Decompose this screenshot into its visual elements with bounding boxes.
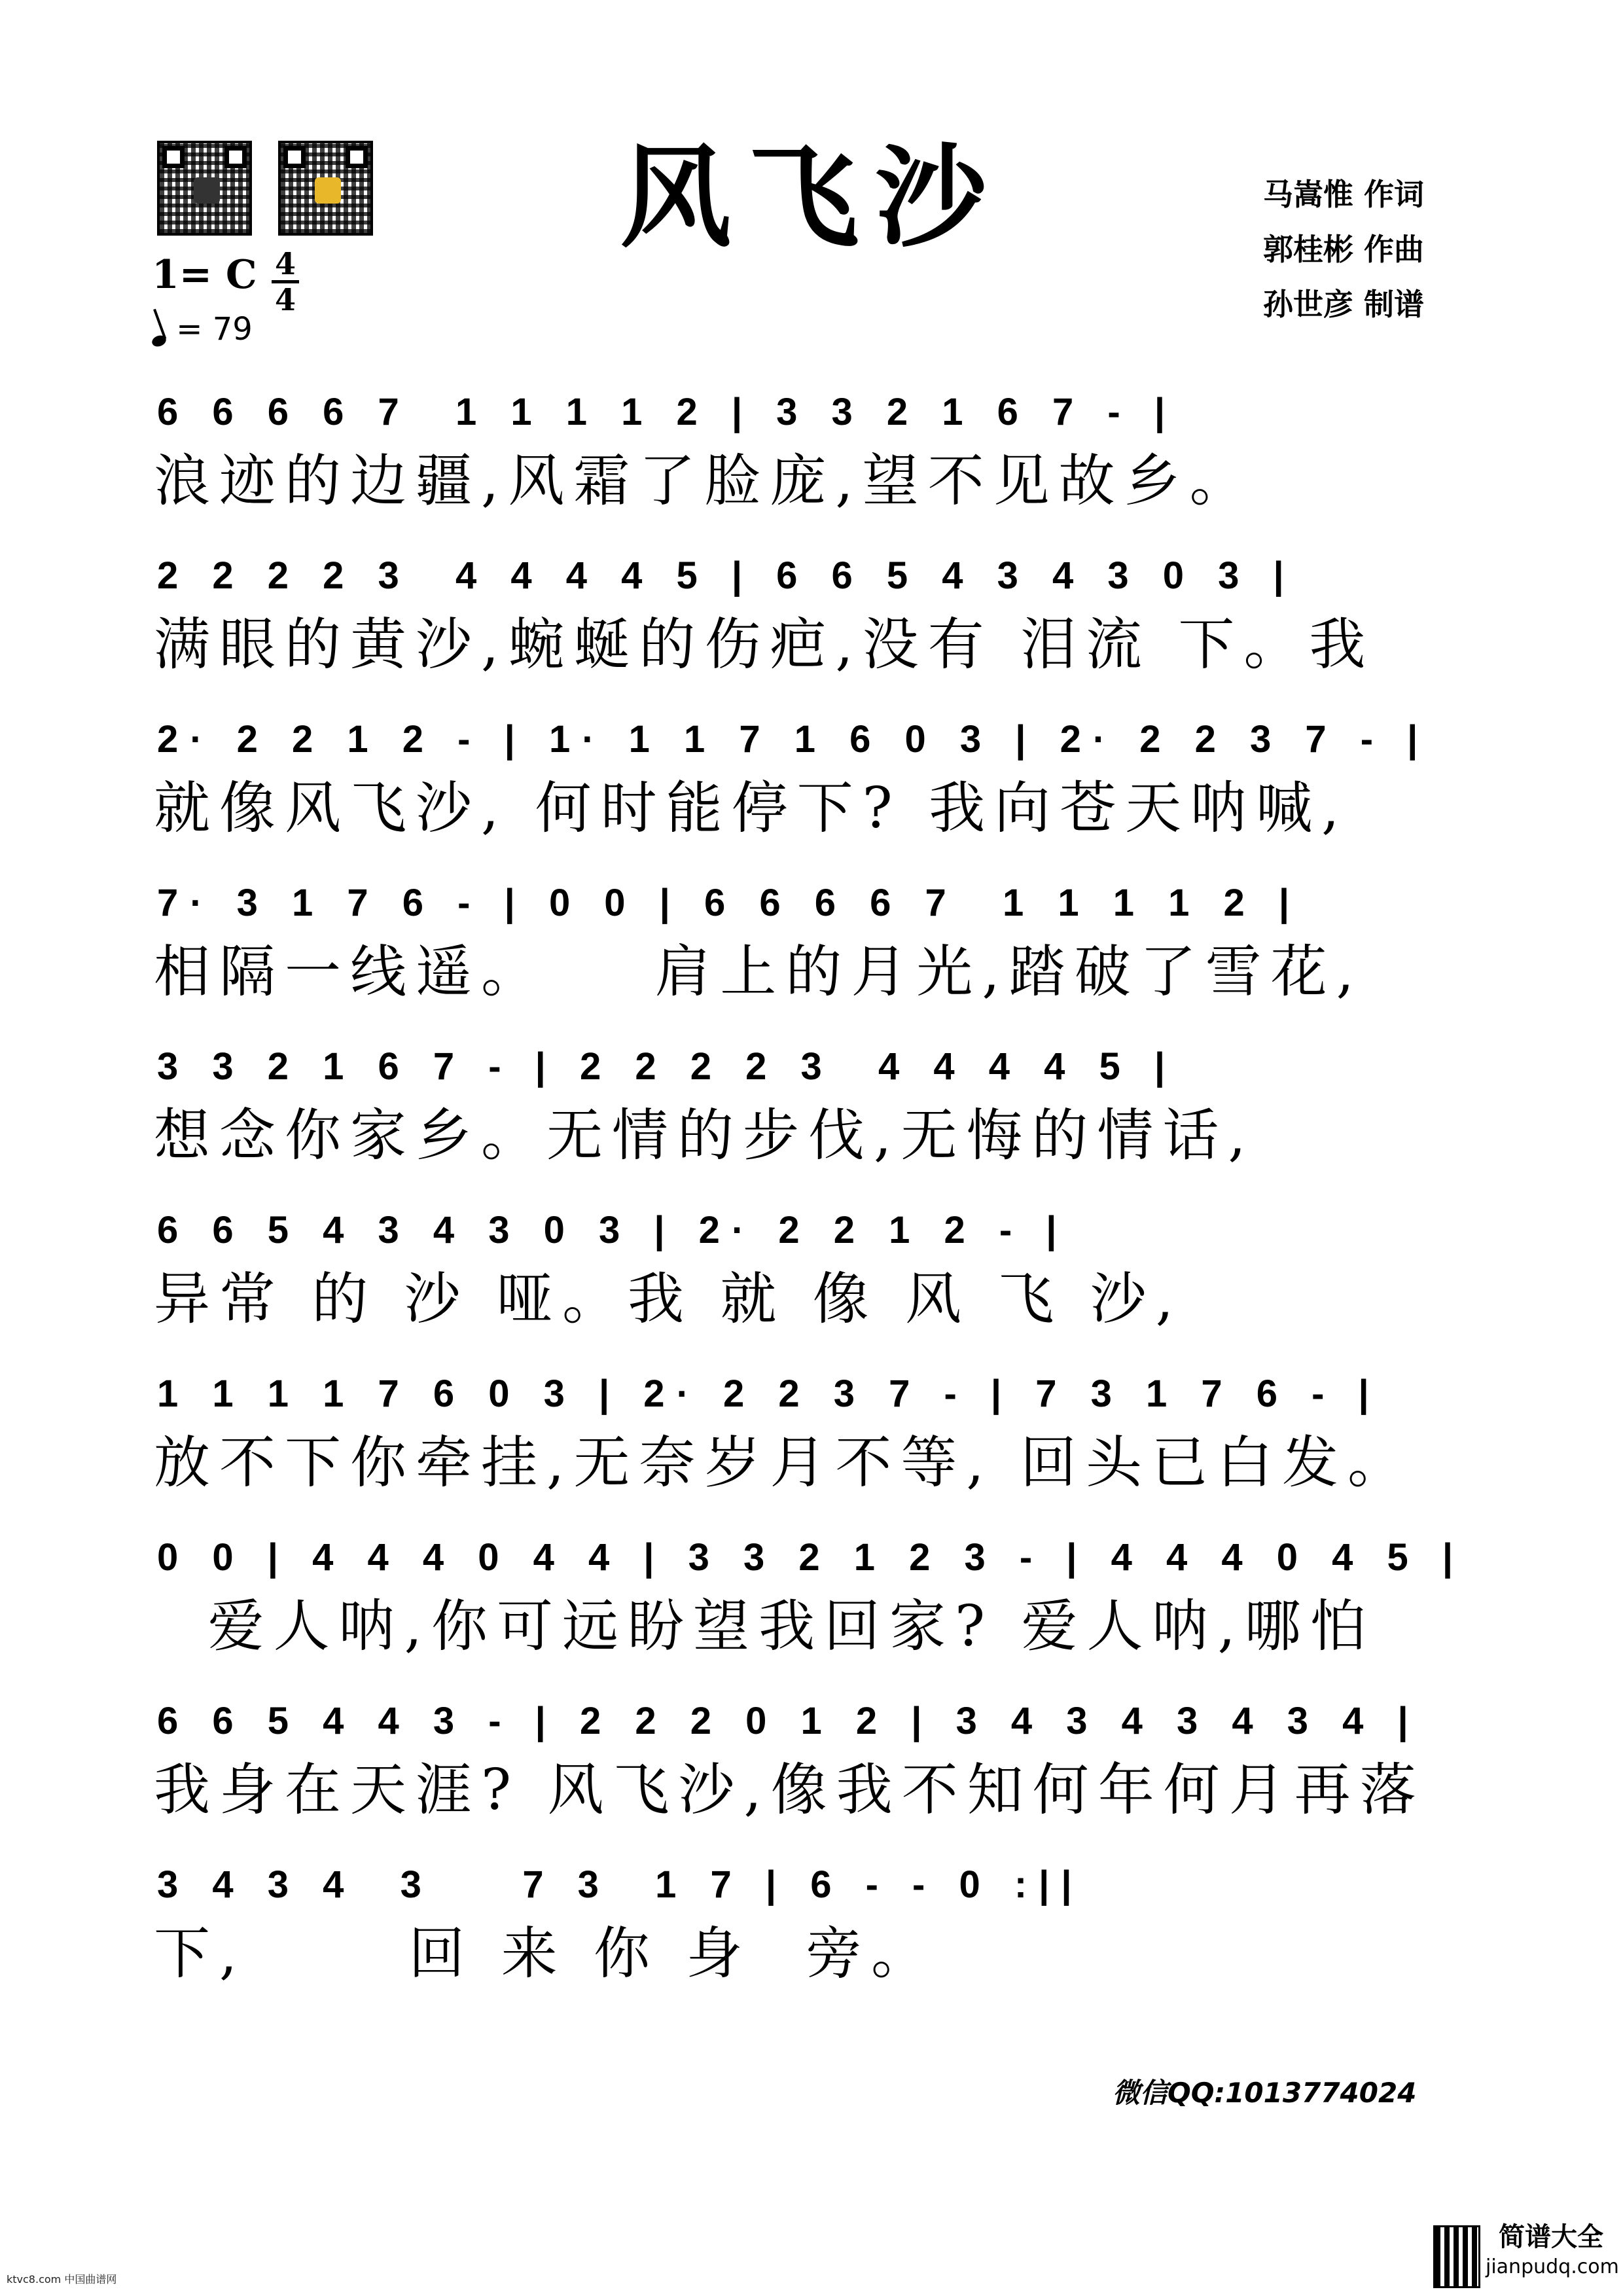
composer: 郭桂彬 作曲 bbox=[1263, 232, 1425, 267]
lyric-line: 相隔一线遥。 肩上的月光,踏破了雪花, bbox=[154, 939, 1364, 1005]
lyricist: 马嵩惟 作词 bbox=[1263, 177, 1425, 212]
notation-line: 2· 2 2 1 2 - | 1· 1 1 7 1 6 0 3 | 2· 2 2 3 7 - | bbox=[157, 718, 1430, 761]
notation-line: 3 4 3 4 3 7 3 1 7 | 6 - - 0 :|| bbox=[157, 1863, 1084, 1906]
lyric-line: 我身在天涯? 风飞沙,像我不知何年何月再落 bbox=[154, 1757, 1425, 1823]
lyric-line: 浪迹的边疆,风霜了脸庞,望不见故乡。 bbox=[154, 448, 1255, 514]
notation-line: 6 6 6 6 7 1 1 1 1 2 | 3 3 2 1 6 7 - | bbox=[157, 391, 1177, 433]
transcriber: 孙世彦 制谱 bbox=[1263, 287, 1425, 322]
song-title: 风飞沙 bbox=[620, 132, 1003, 263]
lyric-line: 下, 回 来 你 身 旁。 bbox=[154, 1921, 937, 1986]
quarter-note-icon bbox=[151, 334, 168, 349]
key-signature: 1= C bbox=[152, 252, 257, 298]
contact-text: 微信QQ:1013774024 bbox=[1113, 2077, 1417, 2109]
time-signature: 4 4 bbox=[272, 249, 299, 315]
notation-line: 1 1 1 1 7 6 0 3 | 2· 2 2 3 7 - | 7 3 1 7 6 - | bbox=[157, 1372, 1381, 1415]
lyric-line: 爱人呐,你可远盼望我回家? 爱人呐,哪怕 bbox=[154, 1594, 1376, 1659]
lyric-line: 异常 的 沙 哑。我 就 像 风 飞 沙, bbox=[154, 1266, 1183, 1332]
notation-line: 7· 3 1 7 6 - | 0 0 | 6 6 6 6 7 1 1 1 1 2 | bbox=[157, 882, 1302, 924]
notation-line: 2 2 2 2 3 4 4 4 4 5 | 6 6 5 4 3 4 3 0 3 | bbox=[157, 554, 1296, 597]
tempo: = 79 bbox=[152, 311, 253, 348]
notation-line: 6 6 5 4 4 3 - | 2 2 2 0 1 2 | 3 4 3 4 3 4 3 4 | bbox=[157, 1700, 1420, 1742]
notation-line: 6 6 5 4 3 4 3 0 3 | 2· 2 2 1 2 - | bbox=[157, 1209, 1069, 1251]
source-text: ktvc8.com 中国曲谱网 bbox=[7, 2273, 117, 2286]
site-logo: 简谱大全 jianpudq.com bbox=[1486, 2222, 1619, 2278]
piano-icon bbox=[1433, 2225, 1480, 2288]
notation-line: 0 0 | 4 4 4 0 4 4 | 3 3 2 1 2 3 - | 4 4 4 0 4 5 | bbox=[157, 1536, 1465, 1579]
lyric-line: 就像风飞沙, 何时能停下? 我向苍天呐喊, bbox=[154, 776, 1349, 841]
lyric-line: 满眼的黄沙,蜿蜒的伤疤,没有 泪流 下。我 bbox=[154, 612, 1375, 677]
credits bbox=[1263, 167, 1424, 332]
lyric-line: 想念你家乡。无情的步伐,无悔的情话, bbox=[154, 1103, 1255, 1168]
notation-line: 3 3 2 1 6 7 - | 2 2 2 2 3 4 4 4 4 5 | bbox=[157, 1045, 1177, 1088]
lyric-line: 放不下你牵挂,无奈岁月不等, 回头已白发。 bbox=[154, 1430, 1414, 1496]
